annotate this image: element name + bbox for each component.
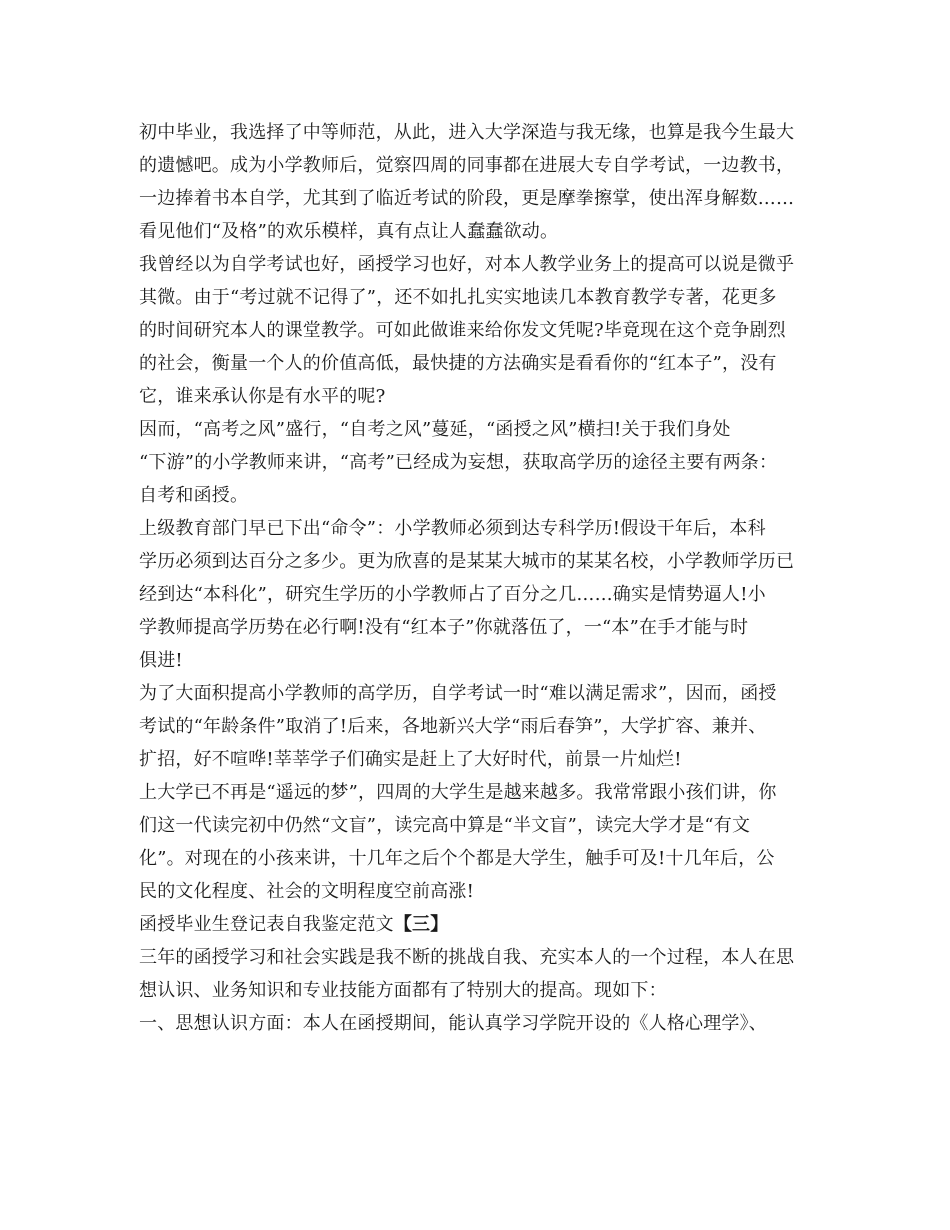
text-line: 三年的函授学习和社会实践是我不断的挑战自我、充实本人的一个过程，本人在思: [139, 947, 795, 968]
text-line: 看见他们“及格”的欢乐模样，真有点让人蠢蠢欲动。: [139, 221, 559, 242]
section-heading-text: 函授毕业生登记表自我鉴定范文: [139, 914, 394, 935]
document-body: [139, 116, 819, 1040]
text-line: 其微。由于“考过就不记得了”，还不如扎扎实实地读几本教育教学专著，花更多: [139, 287, 777, 308]
text-line: 们这一代读完初中仍然“文盲”，读完高中算是“半文盲”，读完大学才是“有文: [139, 815, 751, 836]
text-line: 经到达“本科化”，研究生学历的小学教师占了百分之几……确实是情势逼人!小: [139, 584, 766, 605]
text-line: 学历必须到达百分之多少。更为欣喜的是某某大城市的某某名校，小学教师学历已: [139, 551, 795, 572]
text-line: 一、思想认识方面：本人在函授期间，能认真学习学院开设的《人格心理学》、: [139, 1013, 767, 1034]
text-line: 初中毕业，我选择了中等师范，从此，进入大学深造与我无缘，也算是我今生最大: [139, 122, 795, 143]
text-line: 想认识、业务知识和专业技能方面都有了特别大的提高。现如下：: [139, 980, 667, 1001]
text-line: 考试的“年龄条件”取消了!后来，各地新兴大学“雨后春笋”，大学扩容、兼并、: [139, 716, 767, 737]
text-line: 上级教育部门早已下出“命令”：小学教师必须到达专科学历!假设干年后，本科: [139, 518, 766, 539]
text-line: 为了大面积提高小学教师的高学历，自学考试一时“难以满足需求”，因而，函授: [139, 683, 777, 704]
text-line: 它，谁来承认你是有水平的呢?: [139, 386, 386, 407]
text-line: 俱进!: [139, 650, 183, 671]
text-line: 扩招，好不喧哗!莘莘学子们确实是赶上了大好时代，前景一片灿烂!: [139, 749, 682, 770]
text-line: 上大学已不再是“遥远的梦”，四周的大学生是越来越多。我常常跟小孩们讲，你: [139, 782, 777, 803]
text-line: 的社会，衡量一个人的价值高低，最快捷的方法确实是看看你的“红本子”，没有: [139, 353, 777, 374]
text-line: “下游”的小学教师来讲，“高考”已经成为妄想，获取高学历的途径主要有两条：: [139, 452, 778, 473]
section-heading-number: 【三】: [393, 914, 449, 935]
text-line: 我曾经以为自学考试也好，函授学习也好，对本人教学业务上的提高可以说是微乎: [139, 254, 795, 275]
text-line: 化”。对现在的小孩来讲，十几年之后个个都是大学生，触手可及!十几年后，公: [139, 848, 775, 869]
section-heading: [139, 908, 819, 941]
text-line: 因而，“高考之风”盛行，“自考之风”蔓延，“函授之风”横扫!关于我们身处: [139, 419, 731, 440]
text-line: 学教师提高学历势在必行啊!没有“红本子”你就落伍了，一“本”在手才能与时: [139, 617, 749, 638]
text-line: 的时间研究本人的课堂教学。可如此做谁来给你发文凭呢?毕竟现在这个竞争剧烈: [139, 320, 786, 341]
text-line: 民的文化程度、社会的文明程度空前高涨!: [139, 881, 475, 902]
text-line: 一边捧着书本自学，尤其到了临近考试的阶段，更是摩拳擦掌，使出浑身解数……: [139, 188, 795, 209]
text-line: 自考和函授。: [139, 485, 249, 506]
text-line: 的遗憾吧。成为小学教师后，觉察四周的同事都在进展大专自学考试，一边教书，: [139, 155, 795, 176]
